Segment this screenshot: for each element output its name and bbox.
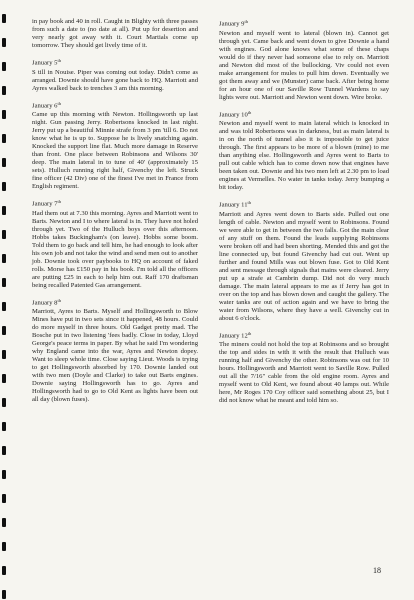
- entry-date: January 12th: [219, 330, 252, 339]
- binding-hole: [2, 566, 6, 575]
- entry-date: January 9th: [219, 19, 248, 28]
- diary-entry-continued: [32, 18, 198, 50]
- binding-hole: [2, 446, 6, 455]
- binding-hole: [2, 302, 6, 311]
- diary-entry-jan-6: [32, 100, 198, 192]
- binding-hole: [2, 38, 6, 47]
- binding-hole: [2, 110, 6, 119]
- page-number: 18: [373, 566, 381, 575]
- binding-hole: [2, 254, 6, 263]
- entry-text: in pay book and 40 in roll. Caught in Blighty with three passes from such a date to (no date at all). Put up for desertion and very nearly got away with it. Court Martials come up tomorrow. They should get lively time of it.: [32, 18, 198, 49]
- entry-date: January 11th: [219, 200, 252, 209]
- diary-entry-jan-8: [32, 297, 198, 405]
- binding-hole: [2, 14, 6, 23]
- binding-hole: [2, 230, 6, 239]
- entry-text: Marriott, Ayres to Barts. Myself and Hollingsworth to Blow Mines have put in two sets since it happened, 48 hours. Could do more myself in three hours. Old Gadget pretty mad. The Bosche put in two listening 'fees badly. Close in today, Lloyd George's peace terms in paper. By what he said I'm wondering why England came into the war, Ayres and Newton dopey. Want to sleep whole time. Close saying Lieut. Woods is trying to get Hollingsworth absorbed by 170. Downie landed out with two men (Doyle and Clarke) to take out Barts engines. Downie saying Hollingsworth has to go. Ayres and Hollingsworth had to go to Old Kent as lights have been out all day (blown fuses).: [32, 308, 198, 403]
- entry-date: January 10th: [219, 109, 252, 118]
- entry-text: Newton and myself went to main lateral which is knocked in and was told Robertsons was in darkness, but as main lateral is in on the north of tunnel also it is impossible to get juice through. The first appears to be more of a blown (mine) to me than anything else. Hollingsworth and Ayres went to Barts to pull out cable which has to come down now that engines have been taken out. Downie and his two men left at 2.30 pm to load engines at Vermelles. No water in tanks today. Jerry bumping a bit today.: [219, 120, 389, 191]
- binding-hole: [2, 398, 6, 407]
- diary-entry-jan-7: [32, 198, 198, 290]
- right-column: [219, 18, 389, 412]
- entry-text: Came up this morning with Newton. Hollingsworth up last night. Gun passing Jerry. Robertsons knocked in last night. Jerry put up a beautiful Minnie strafe from 3 pm 'till 6. Do not know what he is up to. Suppose he is lively snatching again. Knocked the support line flat. Much more damage in Reserve than front. One place between Robinsons and Wilsons 30' deep. The main lateral in to tune of 40' (approximately 15 sets). Hulluch running right half, Givenchy the left. Struck fine officer (42 Div) one of the finest I've met in France from English regiment.: [32, 111, 198, 190]
- diary-entry-jan-9: [219, 18, 389, 102]
- binding-hole: [2, 542, 6, 551]
- entry-date: January 8th: [32, 297, 61, 306]
- entry-text: S till in Nouise. Piper was coming out today. Didn't come as arranged. Downie should have gone back to HQ. Marriott and Ayres walked back to trenches 3 am this morning.: [32, 68, 198, 92]
- diary-entry-jan-12: [219, 330, 389, 406]
- binding-hole: [2, 326, 6, 335]
- binding-hole: [2, 278, 6, 287]
- binding-hole: [2, 134, 6, 143]
- entry-text: Newton and myself went to lateral (blown in). Cannot get through yet. Came back and went down to give Downie a hand with engines. God alone knows what some of these chaps would do if they never had someone else to rely on. Marriott and Newton did most of the bullocking. Viv could not even make arrangement for mules to pull him down. Eventually we got them away and we (Munster) came back. After being home for an hour one of our Saville Row Tunnel Wardens to say lights were out. Marriott and Newton went down. Wire broke.: [219, 29, 389, 101]
- binding-hole: [2, 350, 6, 359]
- binding-hole: [2, 494, 6, 503]
- entry-date: January 6th: [32, 100, 61, 109]
- binding-hole: [2, 422, 6, 431]
- binding-hole: [2, 374, 6, 383]
- binding-hole: [2, 62, 6, 71]
- binding-hole: [2, 206, 6, 215]
- binding-hole: [2, 590, 6, 599]
- entry-date: January 5th: [32, 58, 61, 67]
- diary-entry-jan-10: [219, 109, 389, 193]
- binding-hole: [2, 182, 6, 191]
- binding-hole: [2, 470, 6, 479]
- entry-text: Marriott and Ayres went down to Barts side. Pulled out one length of cable. Newton and myself went to Robinsons. Found we were able to get in between the two falls. Got the main clear of any stuff on them. Found the leads supplying Robinsons were broken off and had been shorting. Mended this and got the line connected up, but found Givenchy had cut out. Went up further and found Mills was out blown fuse. Got to Old Kent and sent message through signals that mains were cleared. Jerry put up a strafe at Cambrin dump. Did not do very much damage. The main lateral appears to me as if Jerry has got in over on the top and has blown down and caught the gallery. The water tanks are out of action again and we have to bring the water from Wilsons, where they have a well. Givenchy cut in about 6 o'clock.: [219, 210, 389, 322]
- binding-hole: [2, 86, 6, 95]
- left-column: [32, 18, 198, 411]
- binding-holes: [0, 0, 10, 600]
- diary-entry-jan-5: [32, 57, 198, 93]
- binding-hole: [2, 158, 6, 167]
- diary-entry-jan-11: [219, 199, 389, 323]
- entry-text: Had them out at 7.30 this morning. Ayres and Marriott went to Barts. Newton and I to where lateral is in. They have not holed through yet. Two of the Hulluch boys over this afternoon. Hobbs takes Buckingham's (on leave). Hobbs some boom. Told them to go back and tell him, he had enough to look after his own job and not take the wind and send men out to another job. Downie took over paybooks to HQ on account of faked rolls. Morse has £150 pay in his book. I'm told all the officers are putting £25 in each to help him out. Raff 170 draftsman being recalled Patented Gas arrangement.: [32, 209, 198, 289]
- entry-text: The miners could not hold the top at Robinsons and so brought the top and sides in with it with the result that Hulluch was running half and Givenchy the other. Robinsons was out for 10 hours. Hollingsworth and Marriott went to Saville Row. Pulled out all the 7/16" cable from the old engine room. Ayres and myself went to Old Kent, we found about 40 lamps out. While here, Mr Roges 170 Coy officer said something about 25, but I did not know what he meant and told him so.: [219, 341, 389, 404]
- entry-date: January 7th: [32, 199, 61, 208]
- binding-hole: [2, 518, 6, 527]
